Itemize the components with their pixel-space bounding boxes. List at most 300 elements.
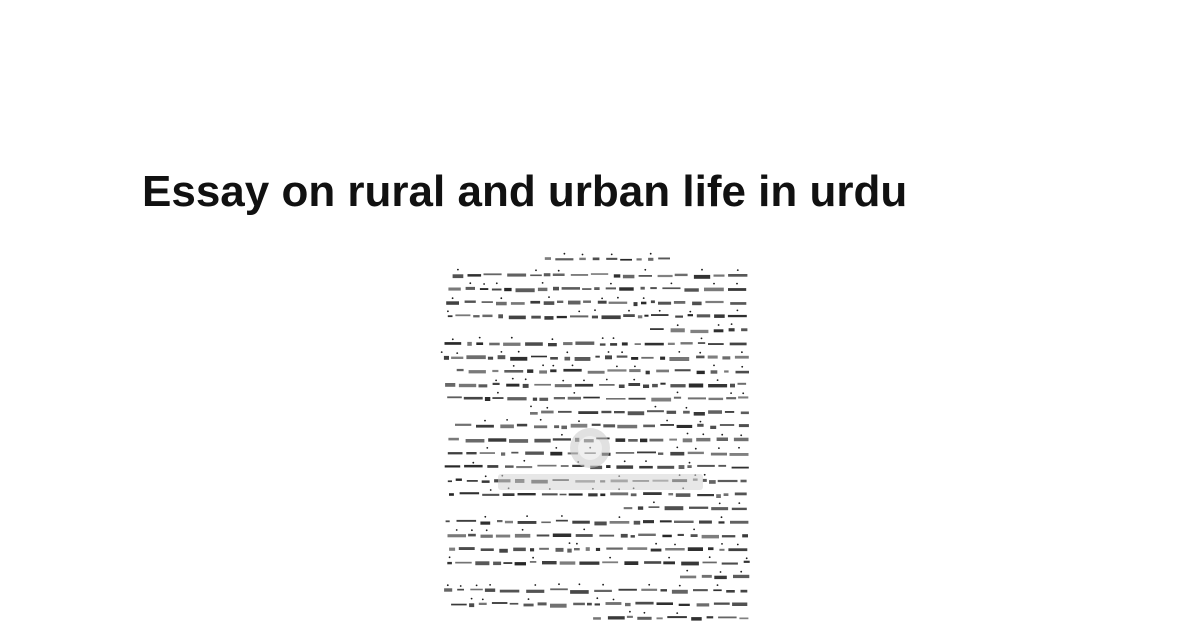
text-stroke xyxy=(605,355,612,359)
text-dot xyxy=(452,297,454,299)
text-stroke xyxy=(665,548,685,551)
text-dot xyxy=(741,366,743,368)
text-stroke xyxy=(697,314,710,317)
text-stroke xyxy=(492,370,498,372)
text-stroke xyxy=(448,315,453,317)
text-stroke xyxy=(554,425,559,428)
text-stroke xyxy=(503,562,512,564)
text-stroke xyxy=(500,425,514,429)
text-stroke xyxy=(709,480,716,484)
text-stroke xyxy=(492,289,502,291)
text-dot xyxy=(496,282,498,284)
text-stroke xyxy=(600,494,605,497)
text-stroke xyxy=(510,357,527,361)
text-stroke xyxy=(667,616,687,618)
text-dot xyxy=(441,351,443,353)
text-stroke xyxy=(599,384,615,386)
text-dot xyxy=(501,351,503,353)
text-stroke xyxy=(640,439,647,443)
text-dot xyxy=(583,380,585,382)
text-stroke xyxy=(550,604,567,608)
text-stroke xyxy=(744,561,750,563)
text-stroke xyxy=(689,384,703,388)
text-dot xyxy=(736,283,738,285)
text-dot xyxy=(460,585,462,587)
text-stroke xyxy=(482,480,490,483)
text-stroke xyxy=(515,562,526,565)
text-dot xyxy=(610,283,612,285)
text-stroke xyxy=(571,424,588,428)
text-dot xyxy=(561,434,563,436)
text-stroke xyxy=(734,438,749,442)
text-stroke xyxy=(453,274,464,278)
text-dot xyxy=(486,447,488,449)
text-stroke xyxy=(728,315,747,317)
text-stroke xyxy=(558,411,572,413)
text-stroke xyxy=(539,398,548,401)
text-stroke xyxy=(703,562,717,564)
text-stroke xyxy=(538,602,547,605)
text-dot xyxy=(676,447,678,449)
text-stroke xyxy=(457,520,477,522)
text-dot xyxy=(616,366,618,368)
text-stroke xyxy=(610,492,628,495)
text-dot xyxy=(546,407,548,409)
text-stroke xyxy=(568,301,581,305)
text-stroke xyxy=(609,302,628,304)
text-stroke xyxy=(466,287,475,290)
page-title: Essay on rural and urban life in urdu xyxy=(142,167,908,216)
text-dot xyxy=(693,529,695,531)
text-stroke xyxy=(627,547,647,550)
text-stroke xyxy=(592,424,601,426)
text-dot xyxy=(476,585,478,587)
text-stroke xyxy=(741,328,747,331)
text-stroke xyxy=(479,603,487,605)
text-dot xyxy=(569,542,571,544)
text-dot xyxy=(513,365,515,367)
text-dot xyxy=(650,253,652,255)
text-dot xyxy=(738,447,740,449)
text-dot xyxy=(602,337,604,339)
text-stroke xyxy=(555,258,573,260)
text-stroke xyxy=(594,522,606,526)
text-stroke xyxy=(526,590,544,593)
text-stroke xyxy=(553,438,571,440)
text-stroke xyxy=(716,494,721,498)
text-stroke xyxy=(539,370,547,373)
text-stroke xyxy=(455,424,471,426)
text-stroke xyxy=(445,465,461,467)
text-dot xyxy=(525,378,527,380)
text-stroke xyxy=(658,453,663,455)
text-stroke xyxy=(679,604,690,606)
text-dot xyxy=(578,311,580,313)
text-stroke xyxy=(663,561,675,564)
text-stroke xyxy=(645,343,664,346)
text-stroke xyxy=(588,493,597,496)
text-stroke xyxy=(635,343,641,345)
text-stroke xyxy=(678,534,684,536)
text-dot xyxy=(483,283,485,285)
text-stroke xyxy=(556,520,568,522)
text-stroke xyxy=(694,275,710,279)
text-stroke xyxy=(628,411,645,415)
text-stroke xyxy=(610,521,630,524)
text-stroke xyxy=(456,479,462,481)
text-stroke xyxy=(607,369,626,371)
text-stroke xyxy=(505,521,513,524)
text-stroke xyxy=(730,384,735,388)
text-stroke xyxy=(542,493,558,495)
text-stroke xyxy=(570,315,588,317)
text-stroke xyxy=(601,411,611,413)
text-stroke xyxy=(641,302,646,305)
text-dot xyxy=(578,420,580,422)
text-stroke xyxy=(548,343,557,346)
text-dot xyxy=(645,460,647,462)
text-stroke xyxy=(468,534,476,537)
text-stroke xyxy=(656,370,669,373)
scanned-document-image xyxy=(420,250,775,630)
text-stroke xyxy=(730,302,746,305)
text-stroke xyxy=(511,302,525,305)
text-stroke xyxy=(689,507,708,509)
text-stroke xyxy=(594,287,599,290)
text-stroke xyxy=(697,494,714,496)
text-dot xyxy=(489,584,491,586)
text-stroke xyxy=(677,425,693,428)
text-stroke xyxy=(449,548,455,551)
text-dot xyxy=(689,311,691,313)
text-dot xyxy=(561,515,563,517)
text-stroke xyxy=(614,274,621,277)
text-stroke xyxy=(643,520,654,523)
text-dot xyxy=(686,407,688,409)
text-stroke xyxy=(457,589,464,591)
text-stroke xyxy=(479,384,488,387)
text-stroke xyxy=(516,288,535,292)
text-dot xyxy=(621,351,623,353)
text-stroke xyxy=(674,397,681,399)
text-stroke xyxy=(523,384,529,388)
text-stroke xyxy=(509,316,526,320)
text-stroke xyxy=(616,452,634,454)
text-stroke xyxy=(707,616,714,618)
text-dot xyxy=(579,583,581,585)
text-stroke xyxy=(480,522,490,525)
text-stroke xyxy=(687,465,691,468)
text-stroke xyxy=(537,465,556,467)
text-stroke xyxy=(631,357,638,360)
text-stroke xyxy=(573,603,585,606)
text-dot xyxy=(542,364,544,366)
text-dot xyxy=(528,598,530,600)
text-stroke xyxy=(691,617,702,621)
text-dot xyxy=(573,392,575,394)
text-stroke xyxy=(537,535,550,537)
text-stroke xyxy=(476,342,483,345)
text-stroke xyxy=(467,342,472,346)
text-dot xyxy=(624,460,626,462)
text-dot xyxy=(699,352,701,354)
text-stroke xyxy=(606,258,617,260)
text-stroke xyxy=(446,520,450,522)
text-stroke xyxy=(733,575,749,578)
text-dot xyxy=(671,283,673,285)
text-dot xyxy=(617,297,619,299)
text-stroke xyxy=(459,547,475,550)
text-stroke xyxy=(595,603,600,605)
text-dot xyxy=(634,366,636,368)
watermark-logo xyxy=(498,428,703,490)
text-stroke xyxy=(606,602,622,605)
text-stroke xyxy=(718,465,726,467)
text-stroke xyxy=(711,453,727,456)
text-stroke xyxy=(692,302,702,306)
text-dot xyxy=(484,420,486,422)
text-stroke xyxy=(652,384,658,387)
text-stroke xyxy=(485,397,490,401)
text-stroke xyxy=(465,301,476,303)
text-dot xyxy=(490,489,492,491)
text-dot xyxy=(659,310,661,312)
text-stroke xyxy=(714,603,730,605)
text-stroke xyxy=(503,493,515,496)
text-dot xyxy=(737,310,739,312)
text-stroke xyxy=(466,439,485,443)
text-stroke xyxy=(650,328,664,330)
text-stroke xyxy=(505,465,514,467)
text-stroke xyxy=(728,548,747,551)
text-stroke xyxy=(730,453,749,456)
text-stroke xyxy=(516,466,532,468)
text-stroke xyxy=(728,274,747,277)
text-dot xyxy=(628,310,630,312)
text-dot xyxy=(452,338,454,340)
text-stroke xyxy=(598,301,607,304)
text-stroke xyxy=(544,273,551,276)
text-stroke xyxy=(464,465,483,468)
text-stroke xyxy=(710,426,716,429)
text-stroke xyxy=(722,563,738,565)
text-stroke xyxy=(504,288,511,291)
text-dot xyxy=(552,338,554,340)
text-dot xyxy=(718,447,720,449)
text-stroke xyxy=(606,548,623,550)
text-stroke xyxy=(647,410,664,412)
text-stroke xyxy=(736,371,750,374)
text-stroke xyxy=(662,287,680,289)
text-stroke xyxy=(718,480,738,482)
text-stroke xyxy=(708,384,727,387)
text-dot xyxy=(482,599,484,601)
text-stroke xyxy=(534,384,551,386)
text-stroke xyxy=(741,412,749,415)
text-stroke xyxy=(629,369,640,372)
text-dot xyxy=(737,269,739,271)
text-stroke xyxy=(694,412,705,416)
text-stroke xyxy=(702,535,719,539)
text-stroke xyxy=(702,575,712,578)
text-dot xyxy=(486,529,488,531)
text-stroke xyxy=(455,314,470,316)
text-stroke xyxy=(575,357,591,361)
text-dot xyxy=(686,570,688,572)
text-stroke xyxy=(457,369,464,371)
text-stroke xyxy=(641,589,657,591)
text-stroke xyxy=(539,548,549,550)
text-stroke xyxy=(641,287,645,290)
text-stroke xyxy=(688,547,703,551)
text-stroke xyxy=(719,549,724,551)
text-dot xyxy=(469,282,471,284)
text-stroke xyxy=(593,258,600,261)
text-stroke xyxy=(602,561,618,563)
text-stroke xyxy=(705,301,723,303)
text-stroke xyxy=(638,506,643,509)
text-stroke xyxy=(582,288,591,290)
text-dot xyxy=(713,365,715,367)
text-stroke xyxy=(488,438,506,441)
text-stroke xyxy=(583,301,591,303)
text-dot xyxy=(532,557,534,559)
text-stroke xyxy=(697,371,705,374)
text-stroke xyxy=(493,383,500,385)
text-stroke xyxy=(466,452,476,454)
text-stroke xyxy=(447,396,462,398)
text-stroke xyxy=(681,562,699,566)
text-stroke xyxy=(657,617,663,619)
text-stroke xyxy=(530,301,540,304)
text-stroke xyxy=(738,383,747,385)
text-dot xyxy=(572,365,574,367)
text-dot xyxy=(601,298,603,300)
text-stroke xyxy=(643,425,655,428)
text-dot xyxy=(633,379,635,381)
text-stroke xyxy=(541,411,554,414)
text-dot xyxy=(704,474,706,476)
text-dot xyxy=(596,597,598,599)
text-stroke xyxy=(571,274,588,276)
text-dot xyxy=(644,612,646,614)
text-dot xyxy=(522,529,524,531)
text-stroke xyxy=(476,425,494,428)
text-stroke xyxy=(492,602,508,604)
text-stroke xyxy=(625,603,631,606)
text-stroke xyxy=(683,411,690,414)
text-stroke xyxy=(693,589,708,591)
text-stroke xyxy=(579,562,599,565)
text-dot xyxy=(611,254,613,256)
text-stroke xyxy=(482,315,492,318)
text-stroke xyxy=(555,384,572,387)
text-stroke xyxy=(531,316,541,319)
text-stroke xyxy=(684,288,698,291)
text-stroke xyxy=(572,521,590,524)
text-stroke xyxy=(530,548,534,551)
text-stroke xyxy=(703,479,707,482)
text-stroke xyxy=(738,396,748,398)
text-stroke xyxy=(503,343,520,346)
text-dot xyxy=(497,392,499,394)
text-stroke xyxy=(506,384,519,387)
text-stroke xyxy=(660,520,672,522)
text-stroke xyxy=(704,288,724,292)
text-stroke xyxy=(670,452,684,456)
text-stroke xyxy=(504,370,523,373)
text-stroke xyxy=(480,452,495,454)
text-dot xyxy=(602,584,604,586)
text-stroke xyxy=(658,258,670,260)
text-dot xyxy=(518,351,520,353)
text-dot xyxy=(506,419,508,421)
text-dot xyxy=(695,448,697,450)
text-dot xyxy=(721,543,723,545)
text-stroke xyxy=(448,452,463,454)
text-dot xyxy=(485,475,487,477)
text-stroke xyxy=(617,356,628,358)
text-stroke xyxy=(662,535,671,538)
text-dot xyxy=(643,297,645,299)
text-stroke xyxy=(639,466,653,469)
text-stroke xyxy=(557,316,567,318)
text-dot xyxy=(676,612,678,614)
text-stroke xyxy=(567,549,571,553)
text-stroke xyxy=(444,356,449,360)
text-dot xyxy=(552,365,554,367)
text-stroke xyxy=(719,521,725,523)
text-stroke xyxy=(697,424,703,427)
text-stroke xyxy=(696,356,704,359)
text-stroke xyxy=(671,328,685,332)
text-dot xyxy=(555,447,557,449)
text-stroke xyxy=(637,258,642,260)
text-dot xyxy=(534,584,536,586)
text-stroke xyxy=(688,397,706,399)
text-stroke xyxy=(525,452,544,455)
text-dot xyxy=(653,501,655,503)
text-stroke xyxy=(484,273,502,275)
text-stroke xyxy=(660,383,665,385)
text-dot xyxy=(731,323,733,325)
text-dot xyxy=(677,324,679,326)
text-stroke xyxy=(739,618,748,620)
text-stroke xyxy=(717,438,728,442)
text-stroke xyxy=(610,343,617,346)
text-stroke xyxy=(623,275,635,279)
text-stroke xyxy=(534,439,550,443)
text-dot xyxy=(471,529,473,531)
text-stroke xyxy=(619,287,634,290)
text-stroke xyxy=(596,548,600,551)
text-stroke xyxy=(466,355,485,359)
text-stroke xyxy=(691,534,698,537)
text-stroke xyxy=(507,397,526,400)
text-stroke xyxy=(534,425,547,428)
text-stroke xyxy=(620,259,632,261)
text-stroke xyxy=(650,287,657,289)
text-stroke xyxy=(714,314,725,318)
text-stroke xyxy=(628,439,638,442)
text-dot xyxy=(701,269,703,271)
text-stroke xyxy=(599,535,614,537)
text-stroke xyxy=(606,398,626,400)
text-stroke xyxy=(608,616,625,619)
text-stroke xyxy=(616,438,626,442)
text-dot xyxy=(564,253,566,255)
text-stroke xyxy=(639,275,652,277)
